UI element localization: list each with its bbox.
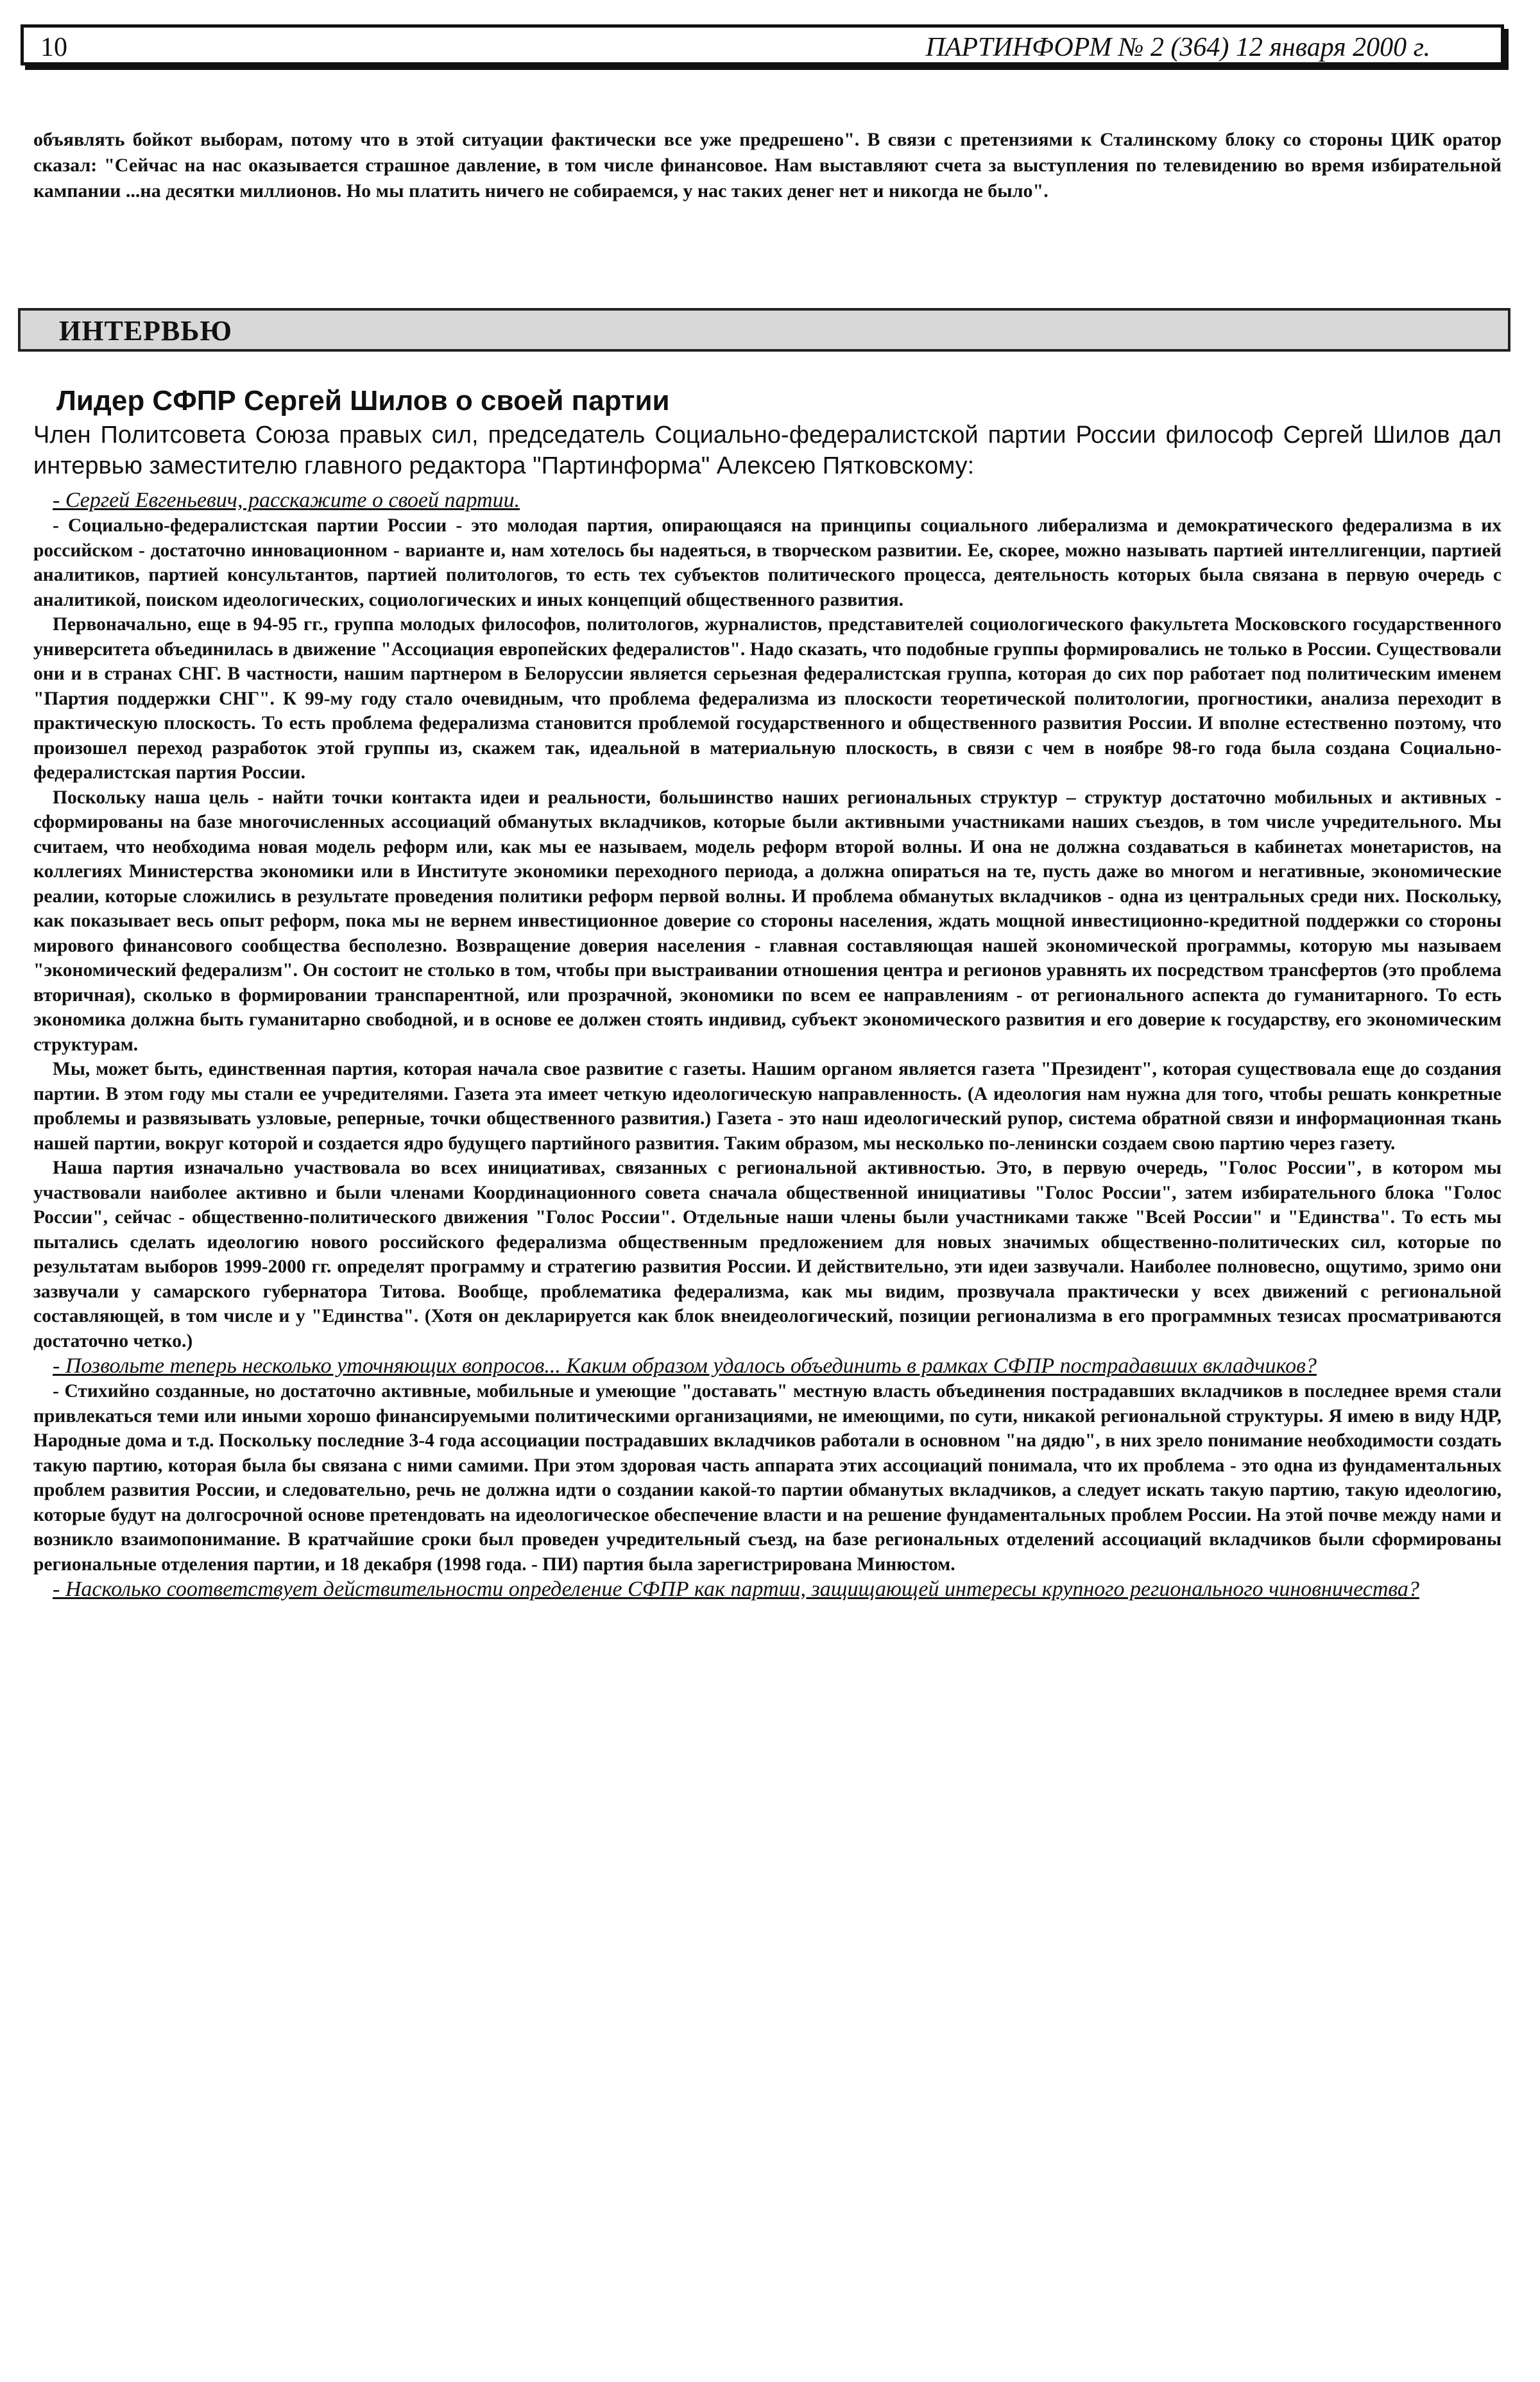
section-bar — [18, 308, 1510, 352]
answer-paragraph: - Социально-федералистская партии России - это молодая партия, опирающаяся на принципы социального либерализма и демократического федерализма в их российском - достаточно инновационном - варианте и, нам хотелось бы надеяться, в творческом развитии. Ее, скорее, можно называть партией интеллигенции, партией аналитиков, партией консультантов, партией политологов, то есть тех субъектов политического процесса, деятельность которых была связана в первую очередь с аналитикой, поиском идеологических, социологических и иных концепций общественного развития. — [33, 515, 1502, 610]
question-paragraph: - Позвольте теперь несколько уточняющих вопросов... Каким образом удалось объединить в рамках СФПР пострадавших вкладчиков? — [53, 1354, 1317, 1378]
article-headline: Лидер СФПР Сергей Шилов о своей партии — [56, 385, 670, 416]
answer-paragraph: Поскольку наша цель - найти точки контакта идеи и реальности, большинство наших региональных структур – структур достаточно мобильных и активных - сформированы на базе многочисленных ассоциаций обманутых вкладчиков, которые были активными участниками наших съездов, в том числе учредительного. Мы считаем, что необходима новая модель реформ или, как мы ее называем, модель реформ второй волны. И она не должна создаваться в кабинетах монетаристов, на коллегиях Министерства экономики или в Институте экономики переходного периода, а должна опираться на те, пусть даже во многом и негативные, экономические реалии, которые сложились в результате проведения политики реформ первой волны. И проблема обманутых вкладчиков - одна из центральных среди них. Поскольку, как показывает весь опыт реформ, пока мы не вернем инвестиционное доверие со стороны населения, ждать мощной инвестиционно-кредитной поддержки со стороны мирового финансового сообщества бесполезно. Возвращение доверия населения - главная составляющая нашей экономической программы, которую мы называем "экономический федерализм". Он состоит не столько в том, чтобы при выстраивании отношения центра и регионов уравнять их посредством трансфертов (это проблема вторичная), сколько в формировании транспарентной, или прозрачной, экономики по всем ее направлениям - от регионального аспекта до гуманитарного. То есть экономика должна быть гуманитарно свободной, и в основе ее должен стоять индивид, субъект экономического развития и его доверие к государству, его экономическим структурам. — [33, 787, 1502, 1055]
question-paragraph: - Сергей Евгеньевич, расскажите о своей партии. — [53, 488, 520, 512]
answer-paragraph: Наша партия изначально участвовала во всех инициативах, связанных с региональной активностью. Это, в первую очередь, "Голос России", в котором мы участвовали наиболее активно и были членами Координационного совета сначала общественной инициативы "Голос России", затем избирательного блока "Голос России", сейчас - общественно-политического движения "Голос России". Отдельные наши члены были участниками также "Всей России" и "Единства". То есть мы пытались сделать идеологию нового российского федерализма общественным предложением для новых значимых общественно-политических сил, которые по результатам выборов 1999-2000 гг. определят программу и стратегию развития России. И действительно, эти идеи зазвучали. Наиболее полновесно, ощутимо, зримо они зазвучали у самарского губернатора Титова. Вообще, проблематика федерализма, как мы видим, прозвучала практически у всех движений с региональной составляющей, в том числе и у "Единства". (Хотя он декларируется как блок внеидеологический, позиции регионализма в его программных тезисах просматриваются достаточно четко.) — [33, 1158, 1502, 1351]
answer-paragraph: - Стихийно созданные, но достаточно активные, мобильные и умеющие "доставать" местную власть объединения пострадавших вкладчиков в последнее время стали привлекаться теми или иными хорошо финансируемыми политическими организациями, не имеющими, по сути, никакой региональной структуры. Я имею в виду НДР, Народные дома и т.д. Поскольку последние 3-4 года ассоциации пострадавших вкладчиков работали в основном "на дядю", в них зрело понимание необходимости создать такую партию, которая была бы связана с ними самими. При этом здоровая часть аппарата этих ассоциаций понимала, что их проблема - это одна из фундаментальных проблем развития России, и следовательно, речь не должна идти о создании какой-то партии обманутых вкладчиков, а следует искать такую партию, такую идеологию, которые будут на долгосрочной основе претендовать на идеологическое обеспечение власти и на решение фундаментальных проблем России. На этой почве между нами и возникло взаимопонимание. В кратчайшие сроки был проведен учредительный съезд, на базе региональных отделений ассоциаций вкладчиков были сформированы региональные отделения партии, и 18 декабря (1998 года. - ПИ) партия была зарегистрирована Минюстом. — [33, 1381, 1502, 1575]
issue-line: ПАРТИНФОРМ № 2 (364) 12 января 2000 г. — [925, 33, 1430, 62]
page-header — [21, 24, 1504, 65]
article-lead: Член Политсовета Союза правых сил, председатель Социально-федералистской партии России философ Сергей Шилов дал интервью заместителю главного редактора "Партинформа" Алексею Пятковскому: — [33, 422, 1502, 479]
answer-paragraph: Первоначально, еще в 94-95 гг., группа молодых философов, политологов, журналистов, представителей социологического факультета Московского государственного университета объединилась в движение "Ассоциация европейских федералистов". Надо сказать, что подобные группы формировались не только в России. Существовали они и в странах СНГ. В частности, нашим партнером в Белоруссии является серьезная федералистская группа, которая до сих пор работает под политическим именем "Партия поддержки СНГ". К 99-му году стало очевидным, что проблема федерализма из плоскости теоретической политологии, прогностики, анализа переходит в практическую плоскость. То есть проблема федерализма становится проблемой государственного и общественного развития России. И вполне естественно поэтому, что произошел переход разработок этой группы из, скажем так, идеальной в материальную плоскость, в связи с чем в ноябре 98-го года была создана Социально-федералистская партия России. — [33, 614, 1502, 783]
page-number: 10 — [40, 33, 67, 62]
section-title: ИНТЕРВЬЮ — [59, 315, 233, 347]
question-paragraph: - Насколько соответствует действительности определение СФПР как партии, защищающей интересы крупного регионального чиновничества? — [53, 1577, 1419, 1601]
intro-paragraph: объявлять бойкот выборам, потому что в этой ситуации фактически все уже предрешено". В связи с претензиями к Сталинскому блоку со стороны ЦИК оратор сказал: "Сейчас на нас оказывается страшное давление, в том числе финансовое. Нам выставляют счета за выступления по телевидению во время избирательной кампании ...на десятки миллионов. Но мы платить ничего не собираемся, у нас таких денег нет и никогда не было". — [33, 129, 1502, 201]
answer-paragraph: Мы, может быть, единственная партия, которая начала свое развитие с газеты. Нашим органом является газета "Президент", которая существовала еще до создания партии. В этом году мы стали ее учредителями. Газета эта имеет четкую идеологическую направленность. (А идеология нам нужна для того, чтобы решать конкретные проблемы и развязывать узловые, реперные, точки общественного развития.) Газета - это наш идеологический рупор, система обратной связи и информационная ткань нашей партии, вокруг которой и создается ядро будущего партийного развития. Таким образом, мы несколько по-ленински создаем свою партию через газету. — [33, 1059, 1502, 1154]
article-body — [33, 488, 1502, 1602]
